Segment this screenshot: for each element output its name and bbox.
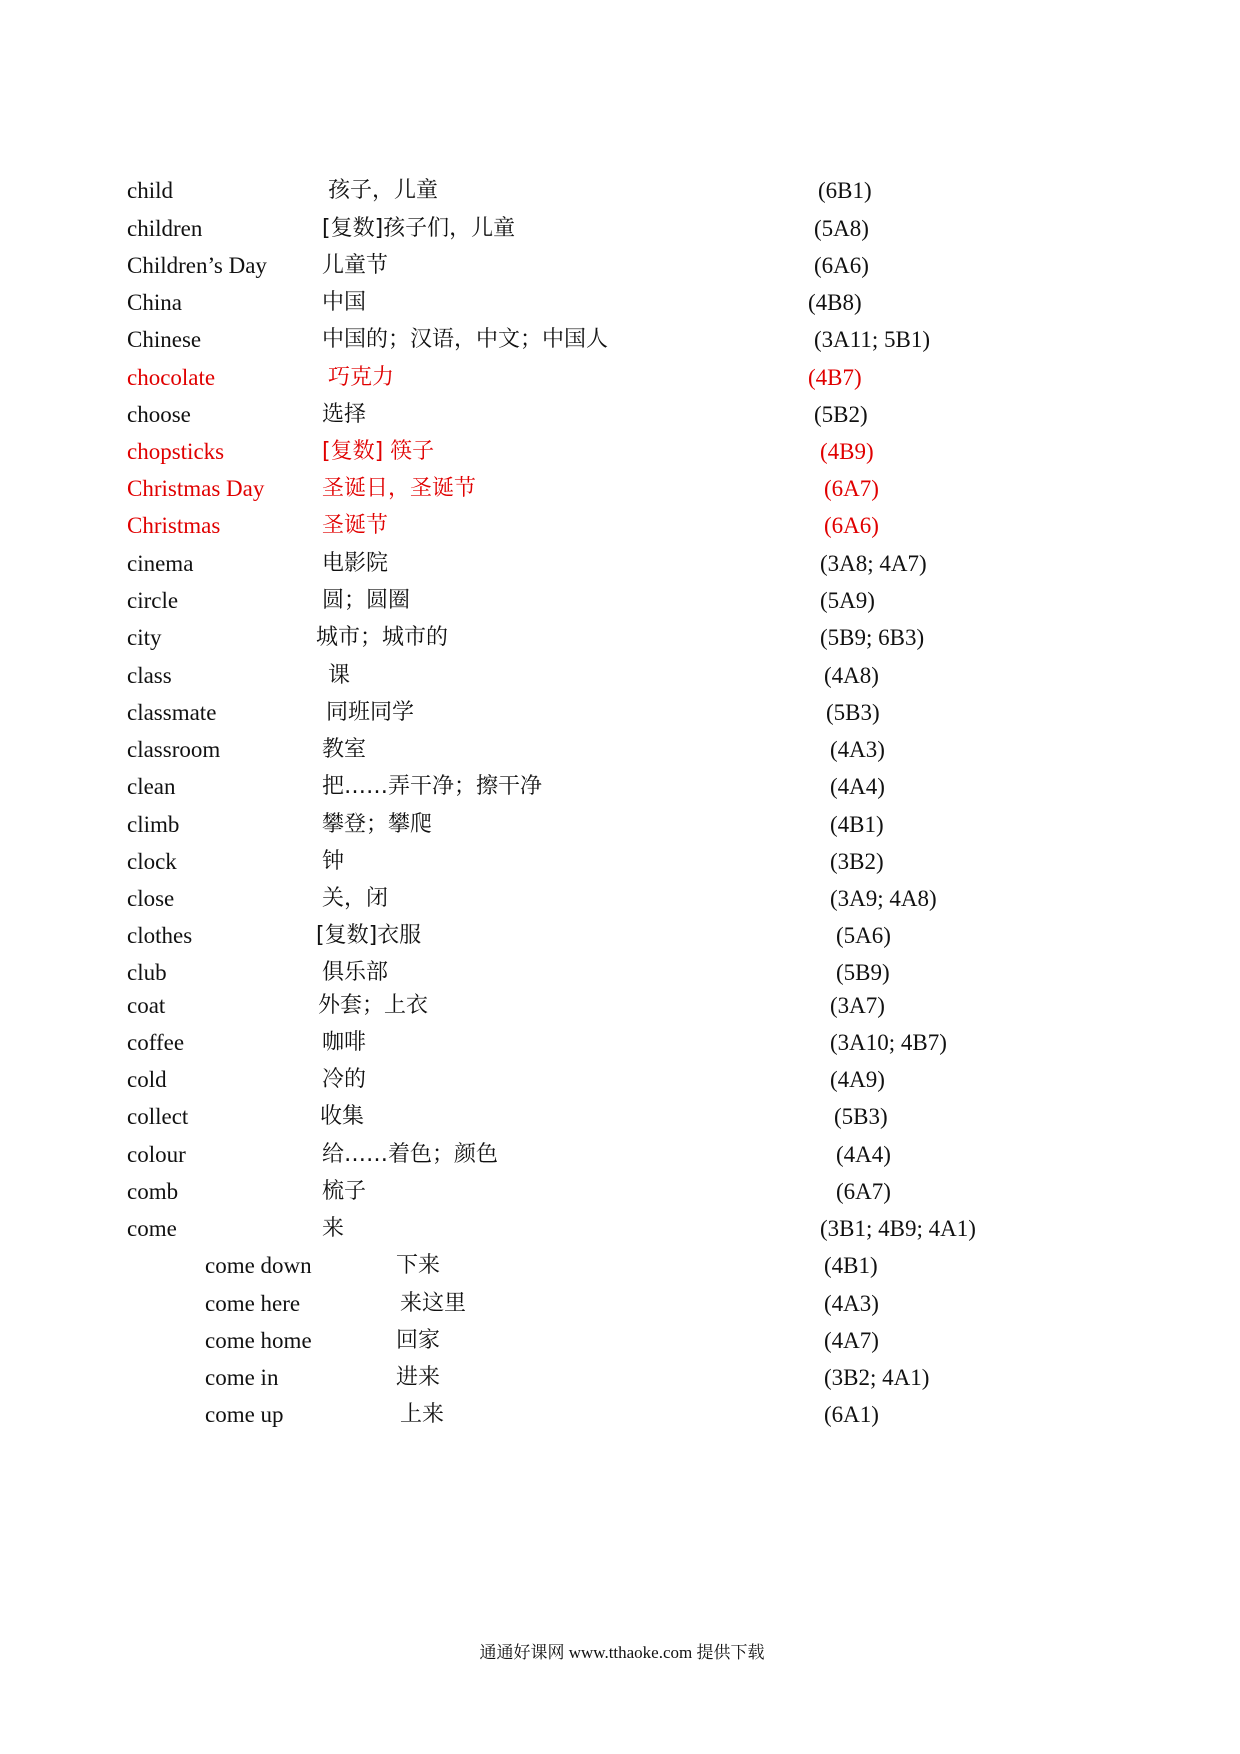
entry-word: come <box>127 1216 177 1241</box>
entry-unit-ref: (4A4) <box>836 1142 891 1167</box>
entry-word: Chinese <box>127 327 202 352</box>
vocab-entry <box>0 544 1240 584</box>
vocab-entry <box>0 1135 1240 1175</box>
entry-word: come in <box>205 1365 279 1390</box>
vocab-entry <box>0 283 1240 323</box>
vocab-entry <box>0 469 1240 509</box>
entry-word: coffee <box>127 1030 185 1055</box>
entry-meaning: 把……弄干净；擦干净 <box>322 774 543 799</box>
entry-meaning: 下来 <box>396 1253 441 1278</box>
entry-unit-ref: (5B3) <box>826 700 880 725</box>
entry-meaning: 圣诞日，圣诞节 <box>322 476 477 501</box>
entry-meaning: 城市；城市的 <box>316 625 449 650</box>
entry-word: cinema <box>127 551 194 576</box>
entry-word: collect <box>127 1104 189 1129</box>
entry-meaning: 圣诞节 <box>322 513 389 538</box>
entry-word: classroom <box>127 737 221 762</box>
entry-word: come up <box>205 1402 284 1427</box>
entry-word: colour <box>127 1142 186 1167</box>
vocab-subentry <box>0 1321 1240 1361</box>
entry-word: coat <box>127 993 166 1018</box>
entry-word: Children’s Day <box>127 253 267 278</box>
entry-meaning: 孩子，儿童 <box>328 178 439 203</box>
entry-word: chocolate <box>127 365 216 390</box>
entry-meaning: 中国 <box>322 290 367 315</box>
entry-unit-ref: (5A9) <box>820 588 875 613</box>
entry-word: chopsticks <box>127 439 225 464</box>
entry-unit-ref: (4A7) <box>824 1328 879 1353</box>
entry-unit-ref: (5B9; 6B3) <box>820 625 925 650</box>
entry-meaning: 俱乐部 <box>322 960 389 985</box>
vocab-entry <box>0 246 1240 286</box>
entry-meaning: 儿童节 <box>322 253 389 278</box>
entry-meaning: 钟 <box>322 849 345 874</box>
entry-unit-ref: (6B1) <box>818 178 872 203</box>
entry-unit-ref: (5A8) <box>814 216 869 241</box>
entry-unit-ref: (4B7) <box>808 365 862 390</box>
entry-word: come down <box>205 1253 312 1278</box>
vocab-entry <box>0 618 1240 658</box>
entry-meaning: 来这里 <box>400 1291 467 1316</box>
entry-word: clock <box>127 849 177 874</box>
vocab-entry <box>0 767 1240 807</box>
vocab-entry <box>0 842 1240 882</box>
vocab-entry <box>0 581 1240 621</box>
entry-word: close <box>127 886 175 911</box>
entry-meaning: 选择 <box>322 402 367 427</box>
vocab-entry <box>0 320 1240 360</box>
entry-word: Christmas <box>127 513 221 538</box>
entry-meaning: 教室 <box>322 737 367 762</box>
entry-unit-ref: (4A9) <box>830 1067 885 1092</box>
vocab-subentry <box>0 1284 1240 1324</box>
vocab-subentry <box>0 1246 1240 1286</box>
entry-word: clothes <box>127 923 193 948</box>
entry-meaning: 冷的 <box>322 1067 367 1092</box>
entry-meaning: 攀登；攀爬 <box>322 812 433 837</box>
entry-meaning: 电影院 <box>322 551 389 576</box>
vocab-entry <box>0 879 1240 919</box>
entry-unit-ref: (4B1) <box>824 1253 878 1278</box>
entry-meaning: 回家 <box>396 1328 441 1353</box>
entry-word: China <box>127 290 182 315</box>
vocab-entry <box>0 1097 1240 1137</box>
entry-unit-ref: (4A8) <box>824 663 879 688</box>
entry-unit-ref: (3A7) <box>830 993 885 1018</box>
entry-meaning: 收集 <box>320 1104 365 1129</box>
vocab-subentry <box>0 1358 1240 1398</box>
entry-word: choose <box>127 402 191 427</box>
entry-word: child <box>127 178 173 203</box>
entry-meaning: 进来 <box>396 1365 441 1390</box>
entry-unit-ref: (3A8; 4A7) <box>820 551 927 576</box>
vocab-entry <box>0 1209 1240 1249</box>
entry-meaning: 上来 <box>400 1402 445 1427</box>
vocab-entry <box>0 1172 1240 1212</box>
entry-unit-ref: (5B3) <box>834 1104 888 1129</box>
entry-unit-ref: (3A9; 4A8) <box>830 886 937 911</box>
vocab-entry <box>0 656 1240 696</box>
entry-unit-ref: (6A7) <box>824 476 879 501</box>
vocab-entry <box>0 1060 1240 1100</box>
entry-meaning: 外套；上衣 <box>318 993 429 1018</box>
entry-unit-ref: (4A3) <box>830 737 885 762</box>
entry-word: come here <box>205 1291 301 1316</box>
vocab-entry <box>0 730 1240 770</box>
entry-meaning: 给……着色；颜色 <box>322 1142 499 1167</box>
entry-word: clean <box>127 774 176 799</box>
entry-word: cold <box>127 1067 167 1092</box>
entry-unit-ref: (4B9) <box>820 439 874 464</box>
entry-word: comb <box>127 1179 179 1204</box>
vocab-entry <box>0 171 1240 211</box>
entry-meaning: 咖啡 <box>322 1030 367 1055</box>
entry-word: city <box>127 625 162 650</box>
entry-word: Christmas Day <box>127 476 265 501</box>
entry-unit-ref: (5B2) <box>814 402 868 427</box>
entry-meaning: [复数]衣服 <box>316 923 422 948</box>
entry-word: club <box>127 960 167 985</box>
entry-unit-ref: (3A10; 4B7) <box>830 1030 947 1055</box>
vocab-entry <box>0 209 1240 249</box>
entry-word: classmate <box>127 700 217 725</box>
entry-meaning: 课 <box>328 663 351 688</box>
entry-unit-ref: (5B9) <box>836 960 890 985</box>
entry-word: circle <box>127 588 179 613</box>
entry-unit-ref: (4A3) <box>824 1291 879 1316</box>
entry-unit-ref: (3B2; 4A1) <box>824 1365 930 1390</box>
entry-word: class <box>127 663 172 688</box>
entry-meaning: 来 <box>322 1216 345 1241</box>
entry-unit-ref: (4A4) <box>830 774 885 799</box>
vocab-entry <box>0 395 1240 435</box>
entry-unit-ref: (4B1) <box>830 812 884 837</box>
vocab-entry <box>0 506 1240 546</box>
entry-meaning: 梳子 <box>322 1179 367 1204</box>
vocab-entry <box>0 1023 1240 1063</box>
entry-unit-ref: (6A1) <box>824 1402 879 1427</box>
vocab-entry <box>0 986 1240 1026</box>
entry-meaning: 关，闭 <box>322 886 389 911</box>
entry-meaning: 同班同学 <box>326 700 415 725</box>
footer-credit: 通通好课网 www.tthaoke.com 提供下载 <box>479 1643 765 1662</box>
vocab-entry <box>0 432 1240 472</box>
entry-meaning: 中国的；汉语，中文；中国人 <box>322 327 609 352</box>
entry-unit-ref: (5A6) <box>836 923 891 948</box>
vocab-subentry <box>0 1395 1240 1435</box>
entry-meaning: [复数] 筷子 <box>322 439 435 464</box>
entry-meaning: 圆；圆圈 <box>322 588 411 613</box>
vocab-entry <box>0 693 1240 733</box>
entry-unit-ref: (6A7) <box>836 1179 891 1204</box>
entry-meaning: [复数]孩子们，儿童 <box>322 216 516 241</box>
vocab-entry <box>0 916 1240 956</box>
entry-unit-ref: (6A6) <box>814 253 869 278</box>
entry-unit-ref: (3A11; 5B1) <box>814 327 931 352</box>
entry-meaning: 巧克力 <box>328 365 395 390</box>
entry-unit-ref: (4B8) <box>808 290 862 315</box>
vocab-entry <box>0 358 1240 398</box>
vocab-entry <box>0 805 1240 845</box>
entry-unit-ref: (3B2) <box>830 849 884 874</box>
entry-word: come home <box>205 1328 312 1353</box>
entry-unit-ref: (6A6) <box>824 513 879 538</box>
entry-word: children <box>127 216 203 241</box>
entry-unit-ref: (3B1; 4B9; 4A1) <box>820 1216 976 1241</box>
entry-word: climb <box>127 812 180 837</box>
